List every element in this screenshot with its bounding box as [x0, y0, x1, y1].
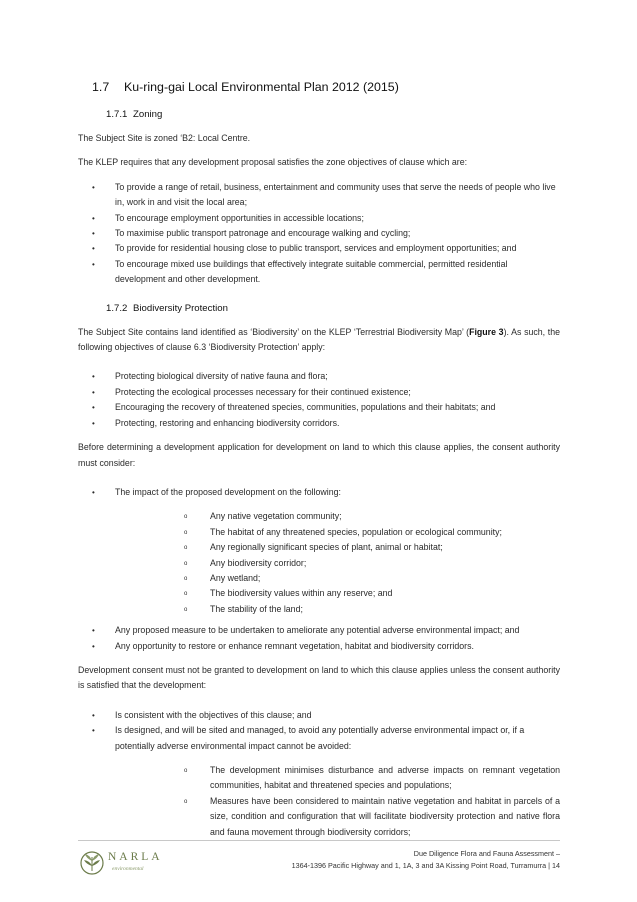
list-item: • To encourage employment opportunities in accessible locations; [78, 211, 560, 226]
list-item [78, 485, 560, 617]
zoning-title: Zoning [133, 109, 163, 120]
section-number: 1.7 [92, 80, 110, 94]
sub-list-item: o The habitat of any threatened species, population or ecological community; [115, 525, 560, 540]
impact-label: The impact of the proposed development on the following: [115, 486, 341, 497]
list-item: • Is consistent with the objectives of this clause; and [78, 708, 560, 723]
biodiversity-paragraph-2: Before determining a development application for development on land to which this clause applies, the consent authority must consider: [78, 442, 560, 468]
sub-list-item: o Measures have been considered to maintain native vegetation and habitat in parcels of a size, condition and configuration that will facilitate biodiversity protection and native flora and fauna movement through biodiversity corridors; [115, 794, 560, 840]
impact-sublist [115, 509, 560, 617]
satisfied-list [78, 708, 560, 840]
paragraph-text: ). As such, the following objectives of clause 6.3 ‘Biodiversity Protection’ apply: [78, 326, 560, 353]
list-item: • Protecting, restoring and enhancing biodiversity corridors. [78, 416, 560, 431]
biodiversity-objectives-list [78, 369, 560, 431]
sub-list-item: o The development minimises disturbance and adverse impacts on remnant vegetation communities, habitat and threatened species and populations; [115, 763, 560, 794]
list-item: • To provide for residential housing close to public transport, services and employment opportunities; and [78, 241, 560, 256]
sub-list-item: o Any regionally significant species of plant, animal or habitat; [115, 540, 560, 555]
biodiversity-number: 1.7.2 [106, 302, 128, 314]
list-item: • To maximise public transport patronage and encourage walking and cycling; [78, 226, 560, 241]
zoning-paragraph-1: The Subject Site is zoned ‘B2: Local Centre. [78, 133, 251, 143]
figure-3-link[interactable]: Figure 3 [469, 326, 504, 337]
sub-list-item: o The stability of the land; [115, 602, 560, 617]
satisfied-text: Is designed, and will be sited and managed, to avoid any potentially adverse environmental impact or, if a potentially adverse environmental impact cannot be avoided: [115, 725, 525, 751]
list-item: • Encouraging the recovery of threatened species, communities, populations and their habitats; and [78, 400, 560, 415]
page-footer [292, 848, 560, 871]
biodiversity-paragraph-3: Development consent must not be granted to development on land to which this clause applies unless the consent authority is satisfied that the development: [78, 664, 560, 691]
page-content [78, 78, 560, 849]
logo-wordmark: NARLA [108, 851, 163, 863]
list-item: • Any proposed measure to be undertaken to ameliorate any potential adverse environmental impact; and [78, 623, 560, 638]
zoning-heading [106, 108, 560, 122]
list-item: • To encourage mixed use buildings that effectively integrate suitable commercial, permitted residential development and other development. [78, 257, 560, 288]
zone-objectives-list [78, 180, 560, 288]
sub-list-item: o Any wetland; [115, 571, 560, 586]
consideration-list [78, 485, 560, 654]
list-item [78, 723, 560, 840]
section-heading [92, 78, 560, 96]
footer-line-2: 1364-1396 Pacific Highway and 1, 1A, 3 and 3A Kissing Point Road, Turramurra | 14 [291, 860, 560, 870]
list-item: • Protecting biological diversity of native fauna and flora; [78, 369, 560, 384]
footer-divider [78, 840, 560, 841]
zoning-paragraph-2: The KLEP requires that any development proposal satisfies the zone objectives of clause which are: [78, 157, 468, 168]
zoning-number: 1.7.1 [106, 109, 128, 120]
logo-subtitle: environmental [112, 866, 144, 872]
footer-line-1: Due Diligence Flora and Fauna Assessment – [413, 849, 560, 858]
section-title: Ku-ring-gai Local Environmental Plan 2012 (2015) [124, 80, 399, 94]
biodiversity-title: Biodiversity Protection [133, 302, 228, 314]
list-item: • To provide a range of retail, business, entertainment and community uses that serve the needs of people who live in, work in and visit the local area; [78, 180, 560, 211]
biodiversity-heading [106, 302, 560, 316]
sub-list-item: o Any biodiversity corridor; [115, 556, 560, 571]
sub-list-item: o Any native vegetation community; [115, 509, 560, 524]
list-item: • Protecting the ecological processes necessary for their continued existence; [78, 385, 560, 400]
list-item: • Any opportunity to restore or enhance remnant vegetation, habitat and biodiversity corridors. [78, 639, 560, 654]
biodiversity-paragraph-1 [78, 325, 560, 356]
satisfied-sublist [115, 763, 560, 840]
paragraph-text: The Subject Site contains land identified as ‘Biodiversity’ on the KLEP ‘Terrestrial Biodiversity Map’ ( [78, 326, 470, 337]
sub-list-item: o The biodiversity values within any reserve; and [115, 586, 560, 601]
